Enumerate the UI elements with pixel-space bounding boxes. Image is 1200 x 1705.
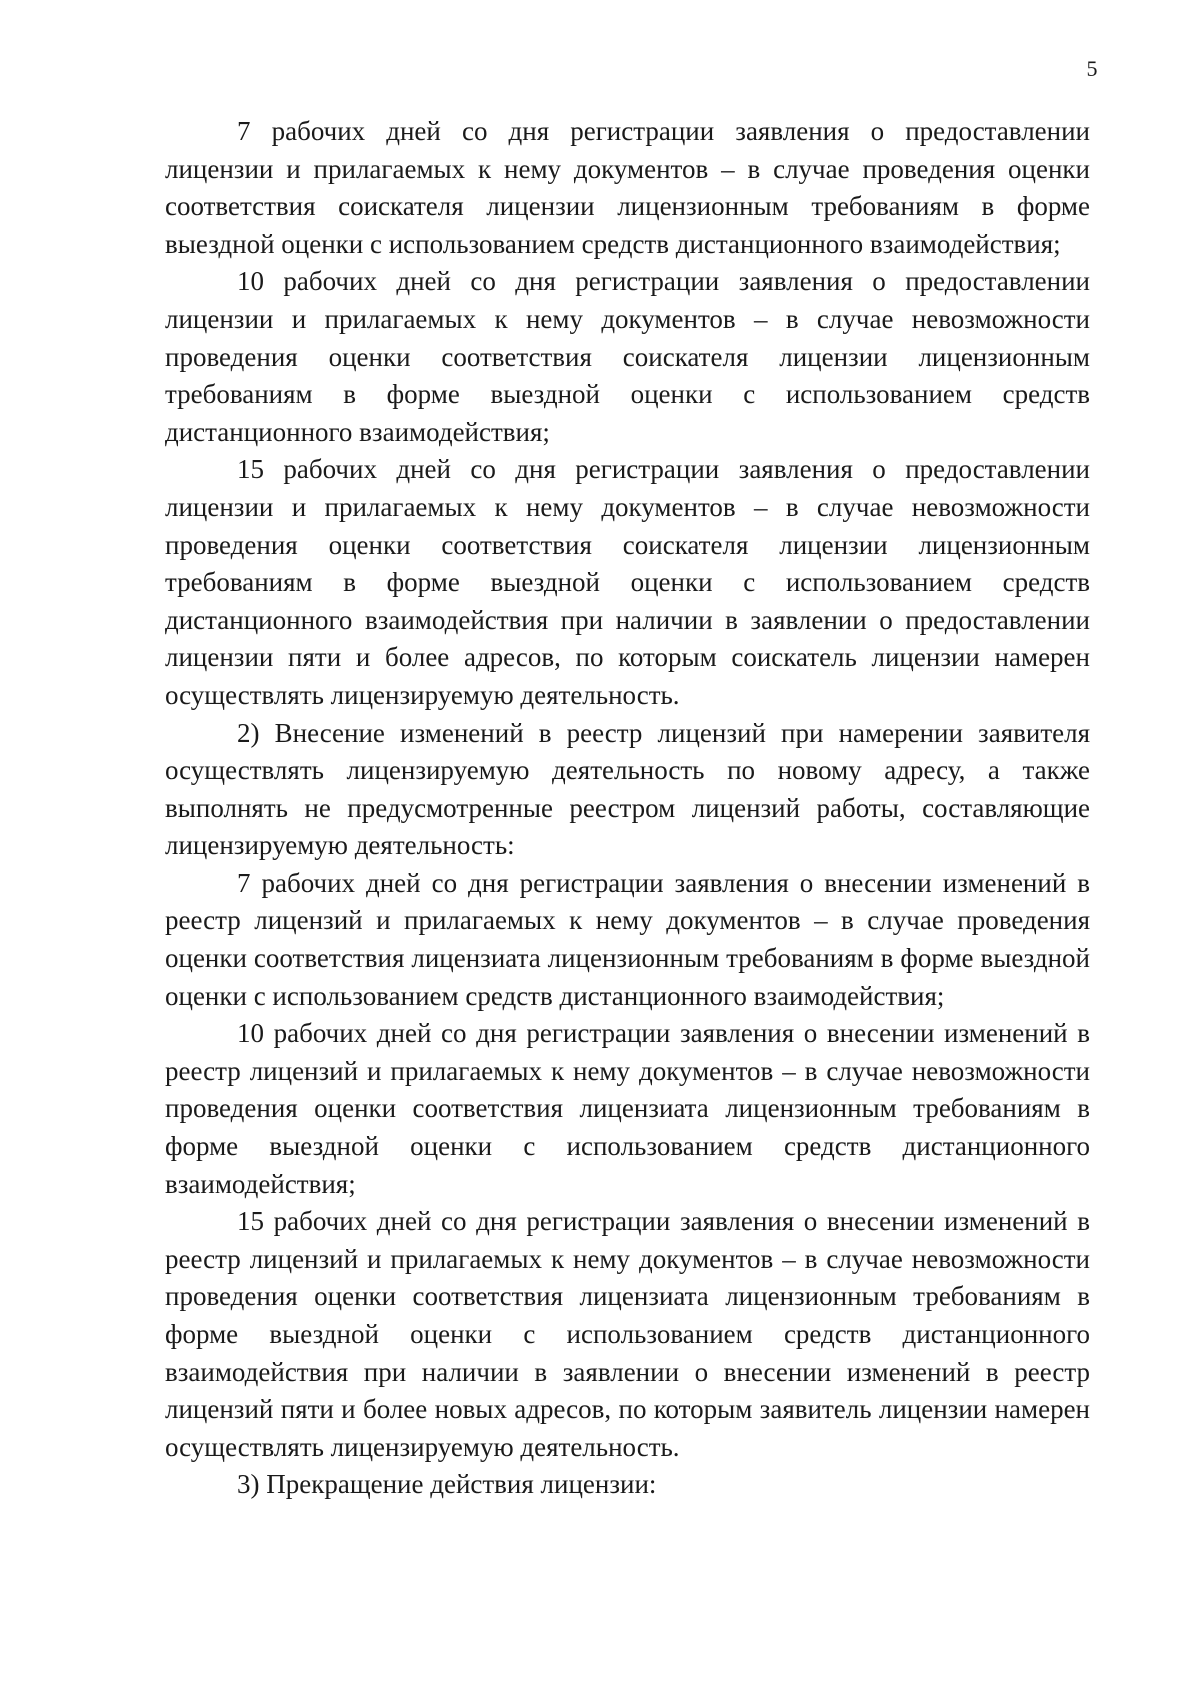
paragraph-7-days-license: 7 рабочих дней со дня регистрации заявления о предоставлении лицензии и прилагаемых к нему документов – в случае проведения оценки соответствия соискателя лицензии лицензионным требованиям в форме выездной оценки с использованием средств дистанционного взаимодействия; — [165, 116, 1090, 259]
paragraph-15-days-license: 15 рабочих дней со дня регистрации заявления о предоставлении лицензии и прилагаемых к нему документов – в случае невозможности проведения оценки соответствия соискателя лицензии лицензионным требованиям в форме выездной оценки с использованием средств дистанционного взаимодействия при наличии в заявлении о предоставлении лицензии пяти и более адресов, по которым соискатель лицензии намерен осуществлять лицензируемую деятельность. — [165, 454, 1090, 710]
document-body — [165, 113, 1090, 1504]
paragraph-15-days-registry: 15 рабочих дней со дня регистрации заявления о внесении изменений в реестр лицензий и прилагаемых к нему документов – в случае невозможности проведения оценки соответствия лицензиата лицензионным требованиям в форме выездной оценки с использованием средств дистанционного взаимодействия при наличии в заявлении о внесении изменений в реестр лицензий пяти и более новых адресов, по которым заявитель лицензии намерен осуществлять лицензируемую деятельность. — [165, 1206, 1090, 1462]
paragraph-10-days-registry: 10 рабочих дней со дня регистрации заявления о внесении изменений в реестр лицензий и прилагаемых к нему документов – в случае невозможности проведения оценки соответствия лицензиата лицензионным требованиям в форме выездной оценки с использованием средств дистанционного взаимодействия; — [165, 1018, 1090, 1199]
page-number: 5 — [1086, 56, 1098, 81]
paragraph-item-2-heading: 2) Внесение изменений в реестр лицензий при намерении заявителя осуществлять лицензируемую деятельность по новому адресу, а также выполнять не предусмотренные реестром лицензий работы, составляющие лицензируемую деятельность: — [165, 717, 1090, 861]
paragraph-item-3-heading: 3) Прекращение действия лицензии: — [237, 1469, 657, 1500]
paragraph-10-days-license: 10 рабочих дней со дня регистрации заявления о предоставлении лицензии и прилагаемых к нему документов – в случае невозможности проведения оценки соответствия соискателя лицензии лицензионным требованиям в форме выездной оценки с использованием средств дистанционного взаимодействия; — [165, 266, 1090, 447]
paragraph-7-days-registry: 7 рабочих дней со дня регистрации заявления о внесении изменений в реестр лицензий и прилагаемых к нему документов – в случае проведения оценки соответствия лицензиата лицензионным требованиям в форме выездной оценки с использованием средств дистанционного взаимодействия; — [165, 867, 1090, 1011]
